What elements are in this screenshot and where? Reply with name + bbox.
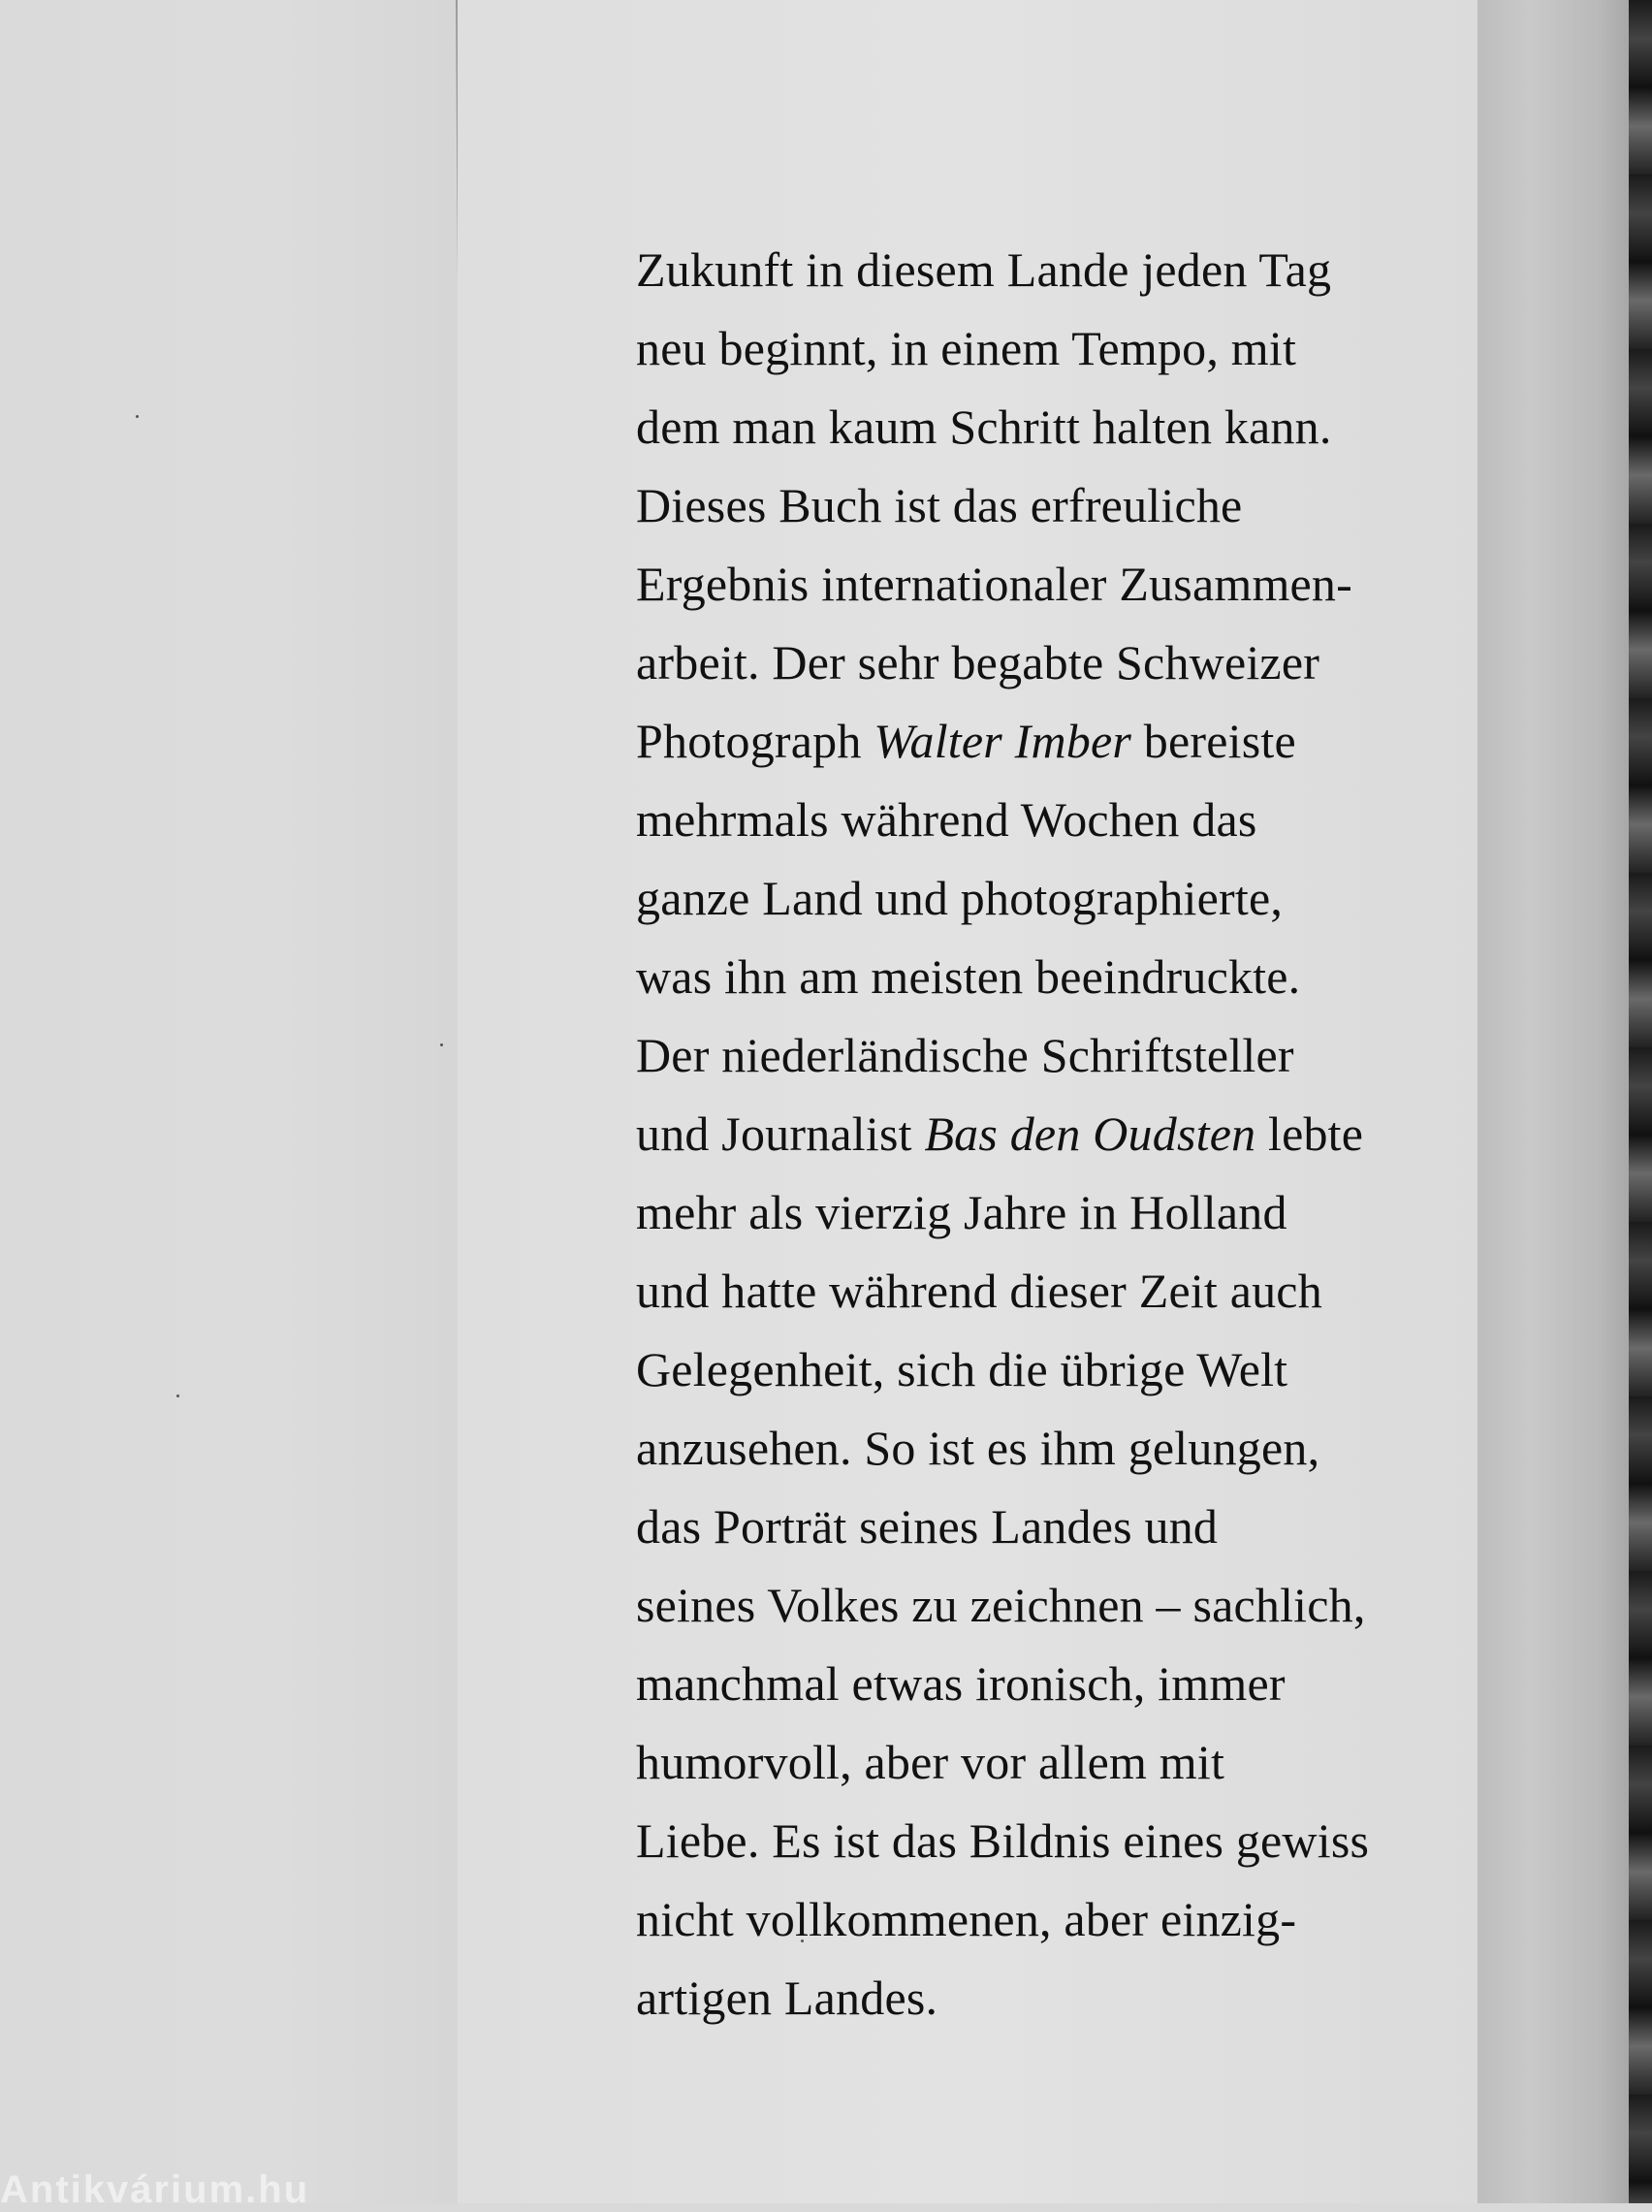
text-line: Gelegenheit, sich die übrige Welt (636, 1342, 1288, 1396)
text-line: ganze Land und photographierte, (636, 871, 1284, 925)
paper-speck (136, 415, 139, 418)
author-name: Bas den Oudsten (924, 1106, 1256, 1161)
photographer-name: Walter Imber (874, 714, 1132, 768)
left-page (0, 0, 458, 2203)
text-line: neu beginnt, in einem Tempo, mit (636, 321, 1297, 375)
text-line: seines Volkes zu zeichnen – sachlich, (636, 1578, 1366, 1632)
paper-speck (176, 1395, 179, 1397)
text-line: Zukunft in diesem Lande jeden Tag (636, 242, 1332, 297)
text-line: Der niederländische Schriftsteller (636, 1028, 1294, 1082)
body-paragraph (636, 231, 1470, 2037)
text-line: Ergebnis internationaler Zusammen- (636, 557, 1352, 611)
text-line: was ihn am meisten beeindruckte. (636, 949, 1301, 1004)
text-line: artigen Landes. (636, 1971, 938, 2025)
paper-speck (440, 1043, 443, 1046)
text-line: mehr als vierzig Jahre in Holland (636, 1185, 1287, 1239)
text-line: manchmal etwas ironisch, immer (636, 1656, 1286, 1711)
text-line: und hatte während dieser Zeit auch (636, 1264, 1322, 1318)
text-segment: Photograph (636, 714, 874, 768)
text-line: humorvoll, aber vor allem mit (636, 1735, 1225, 1789)
text-line: Liebe. Es ist das Bildnis eines gewiss (636, 1813, 1370, 1868)
text-segment: und Journalist (636, 1106, 925, 1161)
text-line (636, 1095, 1470, 1173)
text-line (636, 702, 1470, 781)
watermark: Antikvárium.hu (0, 2168, 310, 2211)
text-line: nicht vollkommenen, aber einzig- (636, 1892, 1297, 1946)
text-line: Dieses Buch ist das erfreuliche (636, 478, 1243, 532)
text-line: das Porträt seines Landes und (636, 1499, 1219, 1554)
text-line: mehrmals während Wochen das (636, 792, 1257, 847)
text-line: arbeit. Der sehr begabte Schweizer (636, 635, 1320, 689)
cover-edge (1477, 0, 1629, 2203)
text-line: anzusehen. So ist es ihm gelungen, (636, 1421, 1320, 1475)
text-line: dem man kaum Schritt halten kann. (636, 400, 1332, 454)
text-segment: lebte (1255, 1106, 1364, 1161)
text-segment: bereiste (1131, 714, 1296, 768)
photo-edge-strip (1629, 0, 1652, 2203)
